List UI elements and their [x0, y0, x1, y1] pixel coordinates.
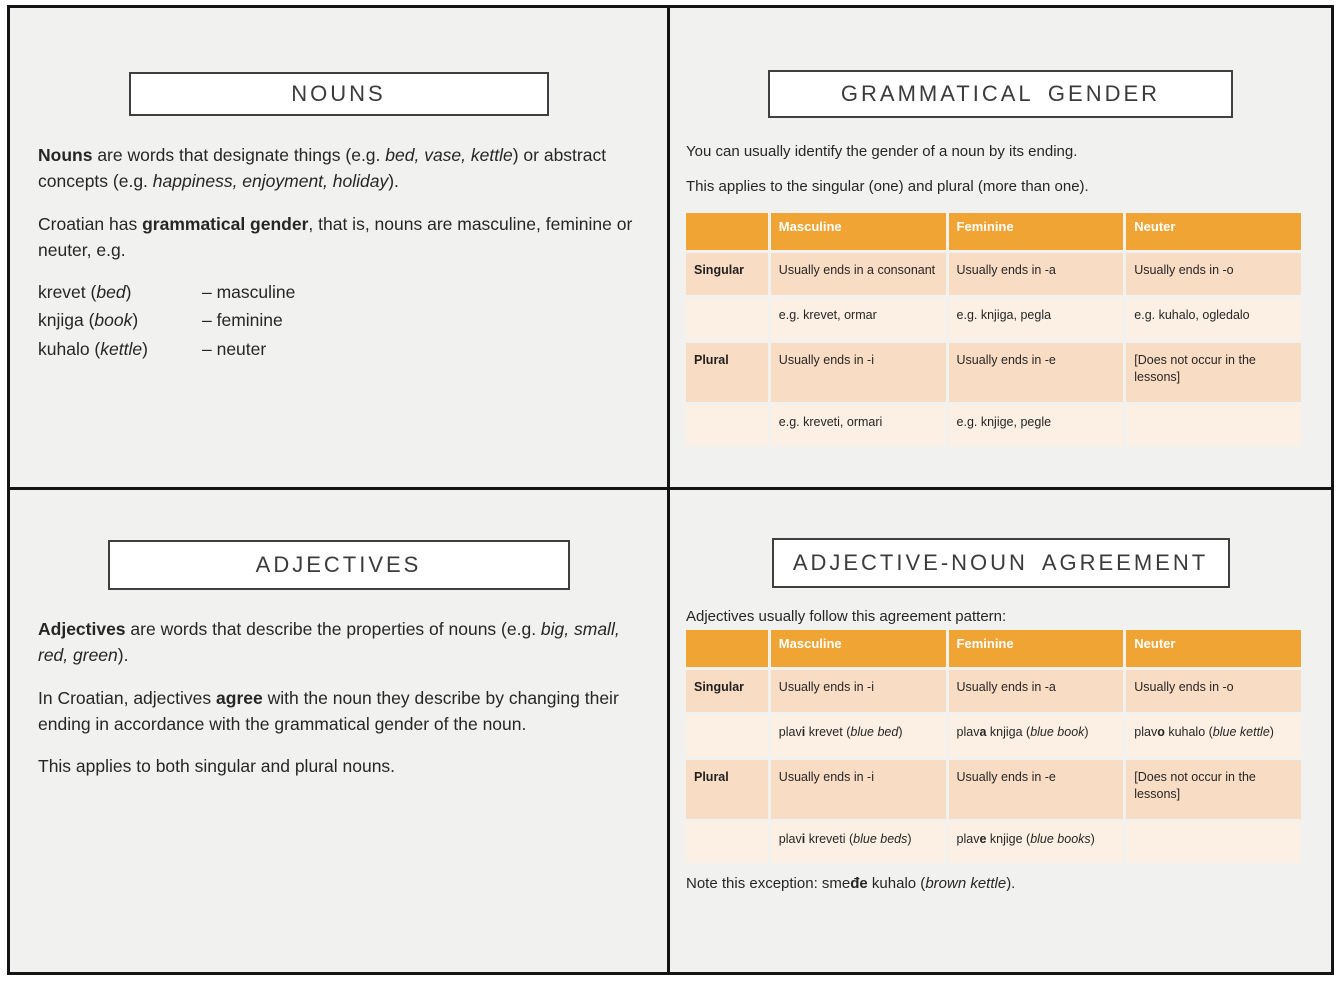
panel-nouns	[10, 8, 670, 490]
intro-line: You can usually identify the gender of a noun by its ending.	[686, 143, 1078, 160]
row-label-cell: Plural	[686, 343, 768, 402]
gender-header-cell: Feminine	[949, 213, 1124, 250]
table-cell: e.g. kreveti, ormari	[771, 405, 946, 447]
example-gloss: – masculine	[202, 282, 296, 302]
row-label-cell	[686, 822, 768, 864]
intro-text	[686, 140, 1307, 199]
adjectives-body-text	[10, 590, 667, 779]
table-cell: e.g. krevet, ormar	[771, 298, 946, 340]
table-cell: plavi kreveti (blue beds)	[771, 822, 946, 864]
exception-note: Note this exception: smeđe kuhalo (brown kettle).	[686, 875, 1016, 893]
example-row	[38, 279, 641, 305]
paragraph: Nouns are words that designate things (e.g. bed, vase, kettle) or abstract concepts (e.g. happiness, enjoyment, holiday).	[38, 145, 607, 192]
table-cell: Usually ends in -a	[949, 670, 1124, 712]
row-label-cell: Plural	[686, 760, 768, 819]
row-label-cell	[686, 298, 768, 340]
example-gloss: – neuter	[202, 338, 267, 359]
table-cell: e.g. knjige, pegle	[949, 405, 1124, 447]
panel-title: ADJECTIVE-NOUN AGREEMENT	[792, 550, 1209, 575]
panel-title: GRAMMATICAL GENDER	[840, 81, 1161, 106]
panel-title-box-agreement	[772, 538, 1230, 588]
noun-gender-examples	[38, 279, 641, 362]
table-cell: e.g. knjiga, pegla	[949, 298, 1124, 340]
panel-title: ADJECTIVES	[255, 552, 422, 577]
row-label-cell: Singular	[686, 253, 768, 295]
agreement-body	[670, 608, 1331, 892]
table-cell: e.g. kuhalo, ogledalo	[1126, 298, 1301, 340]
table-cell: Usually ends in -i	[771, 760, 946, 819]
table-cell: [Does not occur in the lessons]	[1126, 760, 1301, 819]
paragraph: Croatian has grammatical gender, that is, nouns are masculine, feminine or neuter, e.g.	[38, 213, 633, 260]
table-row	[686, 343, 1301, 402]
row-label-cell	[686, 715, 768, 757]
example-row	[38, 336, 641, 362]
panel-title-box-adjectives	[108, 540, 570, 590]
nouns-body-text	[10, 116, 667, 362]
gender-header-cell: Neuter	[1126, 213, 1301, 250]
table-cell: plave knjige (blue books)	[949, 822, 1124, 864]
gender-header-cell: Feminine	[949, 630, 1124, 667]
grammatical-gender-body	[670, 140, 1331, 449]
panel-title-box-nouns	[129, 72, 549, 116]
example-word: krevet (bed)	[38, 282, 132, 302]
table-row	[686, 298, 1301, 340]
table-cell: plavi krevet (blue bed)	[771, 715, 946, 757]
table-header-row	[686, 630, 1301, 667]
table-cell: Usually ends in a consonant	[771, 253, 946, 295]
panel-adjectives	[10, 490, 670, 972]
example-row	[38, 307, 641, 333]
intro-line: Adjectives usually follow this agreement pattern:	[686, 608, 1007, 625]
paragraph: In Croatian, adjectives agree with the noun they describe by changing their ending in accordance with the grammatical gender of the noun.	[38, 687, 619, 734]
table-cell: Usually ends in -i	[771, 670, 946, 712]
panel-grammatical-gender	[670, 8, 1331, 490]
table-row	[686, 715, 1301, 757]
grammar-worksheet	[7, 5, 1334, 975]
panel-title-box-grammatical-gender	[768, 70, 1233, 118]
gender-header-cell: Masculine	[771, 630, 946, 667]
table-row	[686, 253, 1301, 295]
table-cell: [Does not occur in the lessons]	[1126, 343, 1301, 402]
table-cell: Usually ends in -i	[771, 343, 946, 402]
gender-header-cell: Neuter	[1126, 630, 1301, 667]
table-cell: plavo kuhalo (blue kettle)	[1126, 715, 1301, 757]
table-cell: Usually ends in -a	[949, 253, 1124, 295]
panel-title: NOUNS	[291, 81, 386, 106]
example-word: kuhalo (kettle)	[38, 338, 148, 359]
table-cell: Usually ends in -o	[1126, 253, 1301, 295]
table-row	[686, 670, 1301, 712]
table-cell: plava knjiga (blue book)	[949, 715, 1124, 757]
row-label-cell: Singular	[686, 670, 768, 712]
corner-header-cell	[686, 630, 768, 667]
row-label-cell	[686, 405, 768, 447]
table-row	[686, 405, 1301, 447]
corner-header-cell	[686, 213, 768, 250]
adjective-agreement-table	[683, 627, 1304, 866]
table-cell: Usually ends in -e	[949, 343, 1124, 402]
paragraph: This applies to both singular and plural nouns.	[38, 756, 396, 776]
table-cell	[1126, 405, 1301, 447]
table-cell: Usually ends in -o	[1126, 670, 1301, 712]
gender-header-cell: Masculine	[771, 213, 946, 250]
example-gloss: – feminine	[202, 310, 283, 331]
intro-line: This applies to the singular (one) and plural (more than one).	[686, 178, 1089, 195]
noun-gender-table	[683, 210, 1304, 449]
table-row	[686, 760, 1301, 819]
table-cell: Usually ends in -e	[949, 760, 1124, 819]
example-word: knjiga (book)	[38, 310, 139, 331]
table-cell	[1126, 822, 1301, 864]
table-row	[686, 822, 1301, 864]
paragraph: Adjectives are words that describe the properties of nouns (e.g. big, small, red, green).	[38, 619, 620, 666]
panel-adjective-noun-agreement	[670, 490, 1331, 972]
table-header-row	[686, 213, 1301, 250]
